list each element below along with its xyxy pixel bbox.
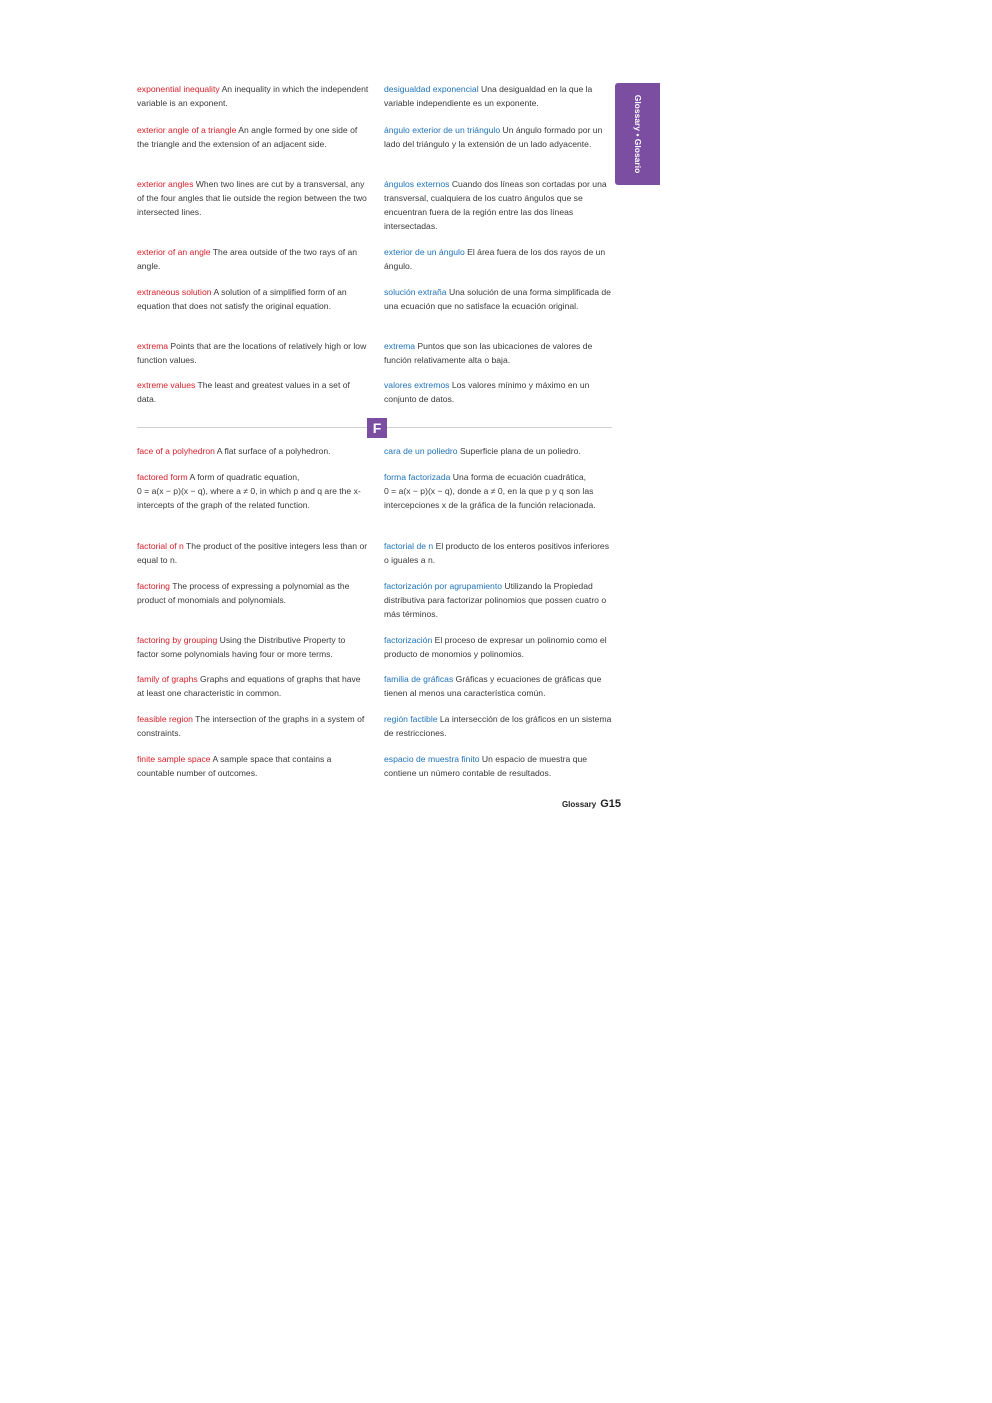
term-es: espacio de muestra finito	[384, 754, 480, 764]
term-en: factoring	[137, 581, 170, 591]
term-es: valores extremos	[384, 380, 450, 390]
footer-label: Glossary	[561, 800, 597, 809]
term-en: exterior of an angle	[137, 247, 211, 257]
definition-es: El área fuera de los dos rayos de un ángulo.	[384, 247, 606, 271]
definition-en: A solution of a simplified form of an equation that does not satisfy the original equation.	[137, 287, 347, 311]
definition-es: La intersección de los gráficos en un sistema de restricciones.	[384, 714, 612, 738]
glossary-entry-es	[384, 285, 612, 313]
glossary-side-tab	[615, 83, 660, 185]
glossary-entry-es	[384, 82, 612, 110]
definition-en: Graphs and equations of graphs that have at least one characteristic in common.	[137, 674, 361, 698]
term-es: factorización por agrupamiento	[384, 581, 502, 591]
definition-en: Using the Distributive Property to factor some polynomials having four or more terms.	[137, 635, 346, 659]
glossary-entry-en	[137, 579, 369, 607]
glossary-entry-es	[384, 444, 612, 458]
term-en: extreme values	[137, 380, 196, 390]
glossary-entry-es	[384, 712, 612, 740]
term-es: solución extraña	[384, 287, 447, 297]
definition-es-formula: 0 = a(x − p)(x − q), donde a ≠ 0, en la que p y q son las intercepciones x de la gráfica de la función relacionada.	[384, 486, 596, 510]
definition-es: Los valores mínimo y máximo en un conjunto de datos.	[384, 380, 590, 404]
section-letter-f: F	[367, 418, 387, 438]
definition-es: Una forma de ecuación cuadrática,	[450, 472, 587, 482]
definition-es: Gráficas y ecuaciones de gráficas que tienen al menos una característica común.	[384, 674, 602, 698]
term-en: face of a polyhedron	[137, 446, 215, 456]
term-es: desigualdad exponencial	[384, 84, 479, 94]
glossary-entry-en	[137, 177, 369, 219]
term-es: ángulos externos	[384, 179, 450, 189]
glossary-entry-en	[137, 82, 369, 110]
glossary-entry-en	[137, 378, 369, 406]
term-es: factorización	[384, 635, 433, 645]
definition-es: Un ángulo formado por un lado del triángulo y la extensión de un lado adyacente.	[384, 125, 603, 149]
glossary-entry-es	[384, 633, 612, 661]
term-en: exterior angle of a triangle	[137, 125, 237, 135]
definition-en: Points that are the locations of relatively high or low function values.	[137, 341, 367, 365]
term-es: ángulo exterior de un triángulo	[384, 125, 501, 135]
glossary-entry-en	[137, 539, 369, 567]
definition-es: Puntos que son las ubicaciones de valores de función relativamente alta o baja.	[384, 341, 593, 365]
term-en: extraneous solution	[137, 287, 212, 297]
term-en: feasible region	[137, 714, 193, 724]
glossary-entry-es	[384, 539, 612, 567]
definition-en: The least and greatest values in a set of data.	[137, 380, 350, 404]
definition-en: The area outside of the two rays of an angle.	[137, 247, 358, 271]
glossary-entry-es	[384, 470, 612, 512]
glossary-entry-es	[384, 752, 612, 780]
glossary-entry-en	[137, 712, 369, 740]
term-en: factorial of n	[137, 541, 184, 551]
glossary-entry-es	[384, 177, 612, 233]
definition-es: El proceso de expresar un polinomio como el producto de monomios y polinomios.	[384, 635, 607, 659]
definition-en: The process of expressing a polynomial as the product of monomials and polynomials.	[137, 581, 350, 605]
definition-es: Una solución de una forma simplificada de una ecuación que no satisface la ecuación original.	[384, 287, 611, 311]
glossary-entry-es	[384, 378, 612, 406]
definition-es: Utilizando la Propiedad distributiva para factorizar polinomios que possen cuatro o más términos.	[384, 581, 607, 619]
glossary-entry-en	[137, 752, 369, 780]
glossary-entry-en	[137, 470, 369, 512]
definition-es: Un espacio de muestra que contiene un número contable de resultados.	[384, 754, 588, 778]
term-es: región factible	[384, 714, 438, 724]
glossary-entry-es	[384, 672, 612, 700]
definition-en-formula: 0 = a(x − p)(x − q), where a ≠ 0, in which p and q are the x-intercepts of the graph of the related function.	[137, 486, 361, 510]
glossary-entry-en	[137, 123, 369, 151]
term-es: forma factorizada	[384, 472, 451, 482]
definition-en: An angle formed by one side of the triangle and the extension of an adjacent side.	[137, 125, 358, 149]
glossary-entry-en	[137, 245, 369, 273]
glossary-entry-en	[137, 633, 369, 661]
definition-es: El producto de los enteros positivos inferiores o iguales a n.	[384, 541, 610, 565]
term-en: factored form	[137, 472, 188, 482]
side-tab-label: Glossary • Glosario	[632, 94, 643, 174]
definition-en: The product of the positive integers less than or equal to n.	[137, 541, 368, 565]
definition-en: An inequality in which the independent variable is an exponent.	[137, 84, 369, 108]
definition-en: The intersection of the graphs in a system of constraints.	[137, 714, 365, 738]
glossary-entry-es	[384, 339, 612, 367]
term-en: factoring by grouping	[137, 635, 218, 645]
term-es: cara de un poliedro	[384, 446, 458, 456]
term-es: exterior de un ángulo	[384, 247, 465, 257]
term-es: factorial de n	[384, 541, 434, 551]
term-en: family of graphs	[137, 674, 198, 684]
term-es: familia de gráficas	[384, 674, 454, 684]
term-es: extrema	[384, 341, 416, 351]
page-number: G15	[600, 798, 621, 810]
definition-es: Una desigualdad en la que la variable independiente es un exponente.	[384, 84, 593, 108]
definition-en: A flat surface of a polyhedron.	[214, 446, 331, 456]
glossary-entry-es	[384, 123, 612, 151]
definition-en: A form of quadratic equation,	[187, 472, 300, 482]
definition-es: Superficie plana de un poliedro.	[457, 446, 581, 456]
glossary-entry-en	[137, 339, 369, 367]
glossary-entry-es	[384, 579, 612, 621]
term-en: exterior angles	[137, 179, 194, 189]
glossary-entry-en	[137, 444, 369, 458]
glossary-entry-en	[137, 672, 369, 700]
glossary-entry-es	[384, 245, 612, 273]
definition-es: Cuando dos líneas son cortadas por una transversal, cualquiera de los cuatro ángulos que se encuentran fuera de la región entre las dos líneas intersectadas.	[384, 179, 607, 231]
page-footer	[562, 794, 621, 812]
term-en: extrema	[137, 341, 169, 351]
definition-en: A sample space that contains a countable number of outcomes.	[137, 754, 332, 778]
term-en: exponential inequality	[137, 84, 220, 94]
definition-en: When two lines are cut by a transversal, any of the four angles that lie outside the region between the two intersected lines.	[137, 179, 367, 217]
glossary-entry-en	[137, 285, 369, 313]
term-en: finite sample space	[137, 754, 211, 764]
